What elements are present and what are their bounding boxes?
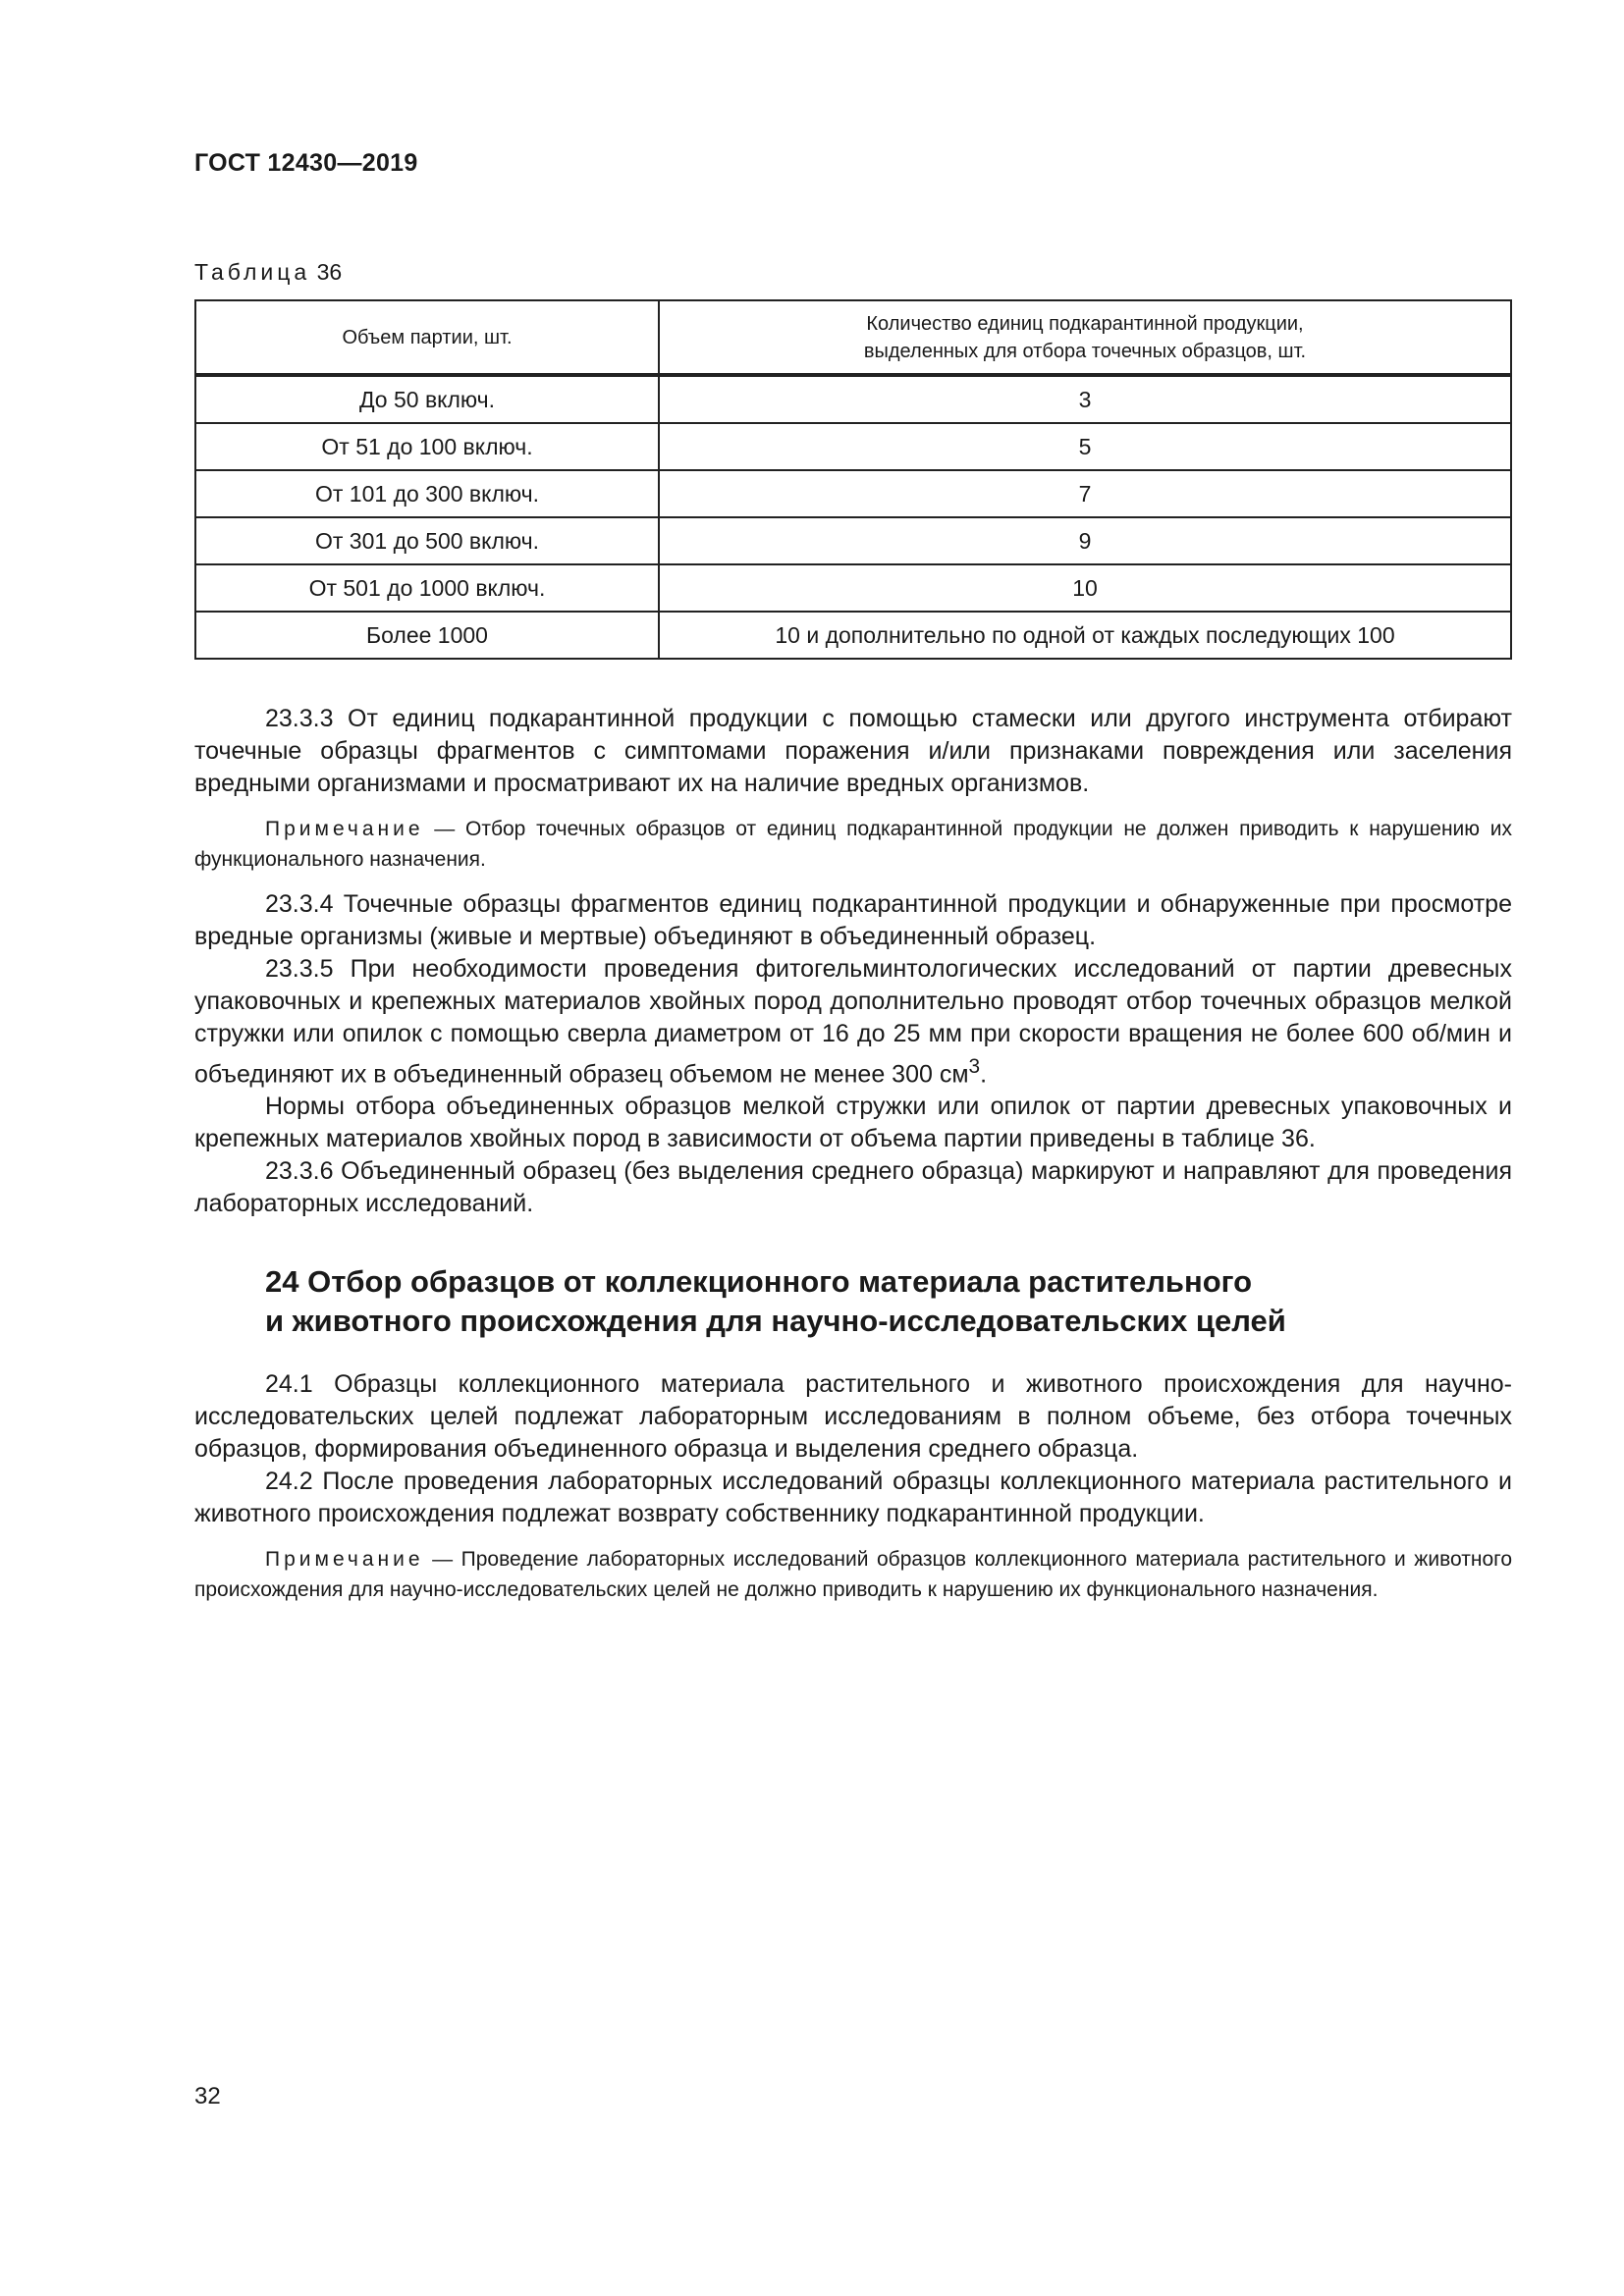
- paragraph-24-2: 24.2 После проведения лабораторных исследований образцы коллекционного материала растительного и животного происхождения подлежат возврату собственнику подкарантинной продукции.: [194, 1468, 1512, 1527]
- col-header-lot-size: Объем партии, шт.: [195, 300, 659, 375]
- col-header-units-count-line2: выделенных для отбора точечных образцов, шт.: [863, 340, 1307, 362]
- cell-units-count: 10: [659, 564, 1511, 612]
- paragraph-24-1: 24.1 Образцы коллекционного материала растительного и животного происхождения для научно-исследовательских целей подлежат лабораторным исследованиям в полном объеме, без отбора точечных образцов, формирования объединенного образца и выделения среднего образца.: [194, 1370, 1512, 1463]
- cell-lot-size: От 101 до 300 включ.: [195, 470, 659, 517]
- paragraph-23-3-5: [194, 953, 1512, 1091]
- note-text: — Отбор точечных образцов от единиц подкарантинной продукции не должен приводить к нарушению их функционального назначения.: [194, 818, 1512, 871]
- paragraph-23-3-3: 23.3.3 От единиц подкарантинной продукции с помощью стамески или другого инструмента отбирают точечные образцы фрагментов с симптомами поражения и/или признаками повреждения или заселения вредными организмами и просматривают их на наличие вредных организмов.: [194, 705, 1512, 797]
- table-row: [195, 612, 1511, 659]
- table-row: [195, 564, 1511, 612]
- table-caption: [194, 259, 342, 286]
- note-23-3-3: [194, 814, 1512, 875]
- section-24-heading-line2: и животного происхождения для научно-исследовательских целей: [265, 1304, 1286, 1338]
- col-header-units-count: [659, 300, 1511, 375]
- table-row: [195, 517, 1511, 564]
- table-row: [195, 423, 1511, 470]
- note-label: Примечание: [265, 1548, 424, 1571]
- section-24-heading: [194, 1262, 1512, 1341]
- superscript-cubed: 3: [968, 1055, 981, 1078]
- sampling-table: [194, 299, 1512, 660]
- cell-lot-size: От 501 до 1000 включ.: [195, 564, 659, 612]
- note-text: — Проведение лабораторных исследований образцов коллекционного материала растительного и животного происхождения для научно-исследовательских целей не должно приводить к нарушению их функционального назначения.: [194, 1548, 1512, 1601]
- note-24-2: [194, 1544, 1512, 1605]
- cell-units-count: 10 и дополнительно по одной от каждых последующих 100: [659, 612, 1511, 659]
- table-caption-number: 36: [316, 259, 343, 285]
- cell-units-count: 5: [659, 423, 1511, 470]
- section-23-body: [194, 703, 1512, 1220]
- section-24: [194, 1262, 1512, 1605]
- document-header: ГОСТ 12430—2019: [194, 149, 418, 177]
- page-number: 32: [194, 2083, 221, 2109]
- paragraph-23-3-5-text: 23.3.5 При необходимости проведения фитогельминтологических исследований от партии древесных упаковочных и крепежных материалов хвойных пород дополнительно проводят отбор точечных образцов мелкой стружки или опилок с помощью сверла диаметром от 16 до 25 мм при скорости вращения не более 600 об/мин и объединяют их в объединенный образец объемом не менее 300 см: [194, 955, 1512, 1089]
- table-row: [195, 470, 1511, 517]
- paragraph-23-3-6: 23.3.6 Объединенный образец (без выделения среднего образца) маркируют и направляют для проведения лабораторных исследований.: [194, 1157, 1512, 1218]
- table-caption-word: Таблица: [194, 259, 311, 285]
- cell-lot-size: До 50 включ.: [195, 375, 659, 423]
- paragraph-norms: Нормы отбора объединенных образцов мелкой стружки или опилок от партии древесных упаковочных и крепежных материалов хвойных пород в зависимости от объема партии приведены в таблице 36.: [194, 1093, 1512, 1153]
- paragraph-23-3-5-end: .: [980, 1060, 988, 1089]
- table-row: [195, 375, 1511, 423]
- paragraph-23-3-4: 23.3.4 Точечные образцы фрагментов единиц подкарантинной продукции и обнаруженные при просмотре вредные организмы (живые и мертвые) объединяют в объединенный образец.: [194, 890, 1512, 950]
- cell-units-count: 7: [659, 470, 1511, 517]
- table-header-row: [195, 300, 1511, 375]
- cell-lot-size: От 51 до 100 включ.: [195, 423, 659, 470]
- note-label: Примечание: [265, 818, 424, 840]
- cell-lot-size: От 301 до 500 включ.: [195, 517, 659, 564]
- section-24-heading-line1: 24 Отбор образцов от коллекционного материала растительного: [265, 1264, 1253, 1299]
- col-header-units-count-line1: Количество единиц подкарантинной продукции,: [866, 312, 1304, 335]
- cell-lot-size: Более 1000: [195, 612, 659, 659]
- cell-units-count: 3: [659, 375, 1511, 423]
- cell-units-count: 9: [659, 517, 1511, 564]
